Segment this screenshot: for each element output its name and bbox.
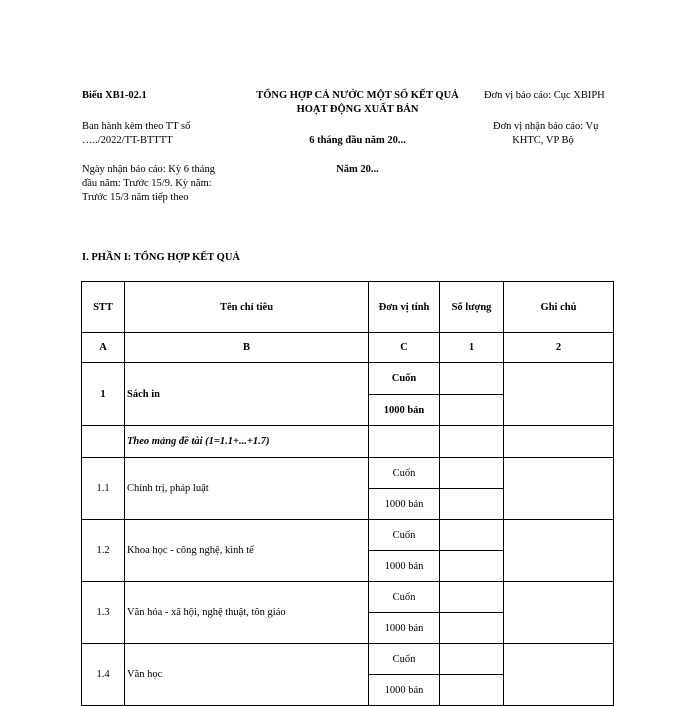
col-header-notes: Ghi chú xyxy=(504,282,614,333)
receipt-deadline-line3: Trước 15/3 năm tiếp theo xyxy=(82,192,189,203)
row-stt: 1.2 xyxy=(82,520,125,582)
report-title-line1: TỔNG HỢP CẢ NƯỚC MỘT SỐ KẾT QUẢ xyxy=(256,90,459,101)
notes-cell[interactable] xyxy=(504,582,614,644)
notes-cell[interactable] xyxy=(504,458,614,520)
receipt-deadline-line2: đầu năm: Trước 15/9. Kỳ năm: xyxy=(82,178,212,189)
issued-by-line2: …../2022/TT-BTTTT xyxy=(82,135,173,146)
notes-cell[interactable] xyxy=(504,520,614,582)
quantity-cell[interactable] xyxy=(440,613,504,644)
table-header-row xyxy=(82,282,614,333)
row-name: Khoa học - công nghệ, kinh tế xyxy=(125,520,369,582)
table-code-row xyxy=(82,333,614,363)
row-name: Sách in xyxy=(125,363,369,426)
row-unit: Cuốn xyxy=(369,520,440,551)
col-code: B xyxy=(125,333,369,363)
col-code: A xyxy=(82,333,125,363)
row-stt: 1 xyxy=(82,363,125,426)
row-unit: 1000 bản xyxy=(369,613,440,644)
reporting-unit: Đơn vị báo cáo: Cục XBIPH xyxy=(484,90,605,101)
quantity-cell[interactable] xyxy=(440,582,504,613)
quantity-cell[interactable] xyxy=(440,520,504,551)
row-unit: 1000 bản xyxy=(369,395,440,426)
row-name: Văn hóa - xã hội, nghệ thuật, tôn giáo xyxy=(125,582,369,644)
form-code: Biểu XB1-02.1 xyxy=(82,90,147,101)
row-unit: Cuốn xyxy=(369,363,440,395)
report-period: 6 tháng đầu năm 20... xyxy=(309,135,406,146)
row-unit: Cuốn xyxy=(369,644,440,675)
row-name: Văn học xyxy=(125,644,369,706)
table-row xyxy=(82,458,614,489)
notes-cell[interactable] xyxy=(504,644,614,706)
col-header-name: Tên chỉ tiêu xyxy=(125,282,369,333)
row-stt xyxy=(82,426,125,458)
col-header-stt: STT xyxy=(82,282,125,333)
results-table xyxy=(81,281,614,706)
row-unit xyxy=(369,426,440,458)
quantity-cell[interactable] xyxy=(440,551,504,582)
issued-by-line1: Ban hành kèm theo TT số xyxy=(82,121,191,132)
table-row xyxy=(82,582,614,613)
quantity-cell[interactable] xyxy=(440,395,504,426)
row-unit: Cuốn xyxy=(369,582,440,613)
quantity-cell[interactable] xyxy=(440,644,504,675)
row-stt: 1.1 xyxy=(82,458,125,520)
section-title: I. PHẦN I: TỔNG HỢP KẾT QUẢ xyxy=(82,252,241,263)
notes-cell[interactable] xyxy=(504,363,614,426)
row-unit: 1000 bản xyxy=(369,551,440,582)
row-stt: 1.3 xyxy=(82,582,125,644)
col-code: 1 xyxy=(440,333,504,363)
table-row xyxy=(82,363,614,395)
row-unit: 1000 bản xyxy=(369,675,440,706)
report-title-line2: HOẠT ĐỘNG XUẤT BẢN xyxy=(296,104,419,115)
row-subheading: Theo mảng đề tài (1=1.1+...+1.7) xyxy=(125,426,369,458)
row-name: Chính trị, pháp luật xyxy=(125,458,369,520)
table-row xyxy=(82,644,614,675)
table-subheading-row xyxy=(82,426,614,458)
quantity-cell[interactable] xyxy=(440,426,504,458)
quantity-cell[interactable] xyxy=(440,489,504,520)
col-code: 2 xyxy=(504,333,614,363)
col-header-unit: Đơn vị tính xyxy=(369,282,440,333)
row-unit: 1000 bản xyxy=(369,489,440,520)
notes-cell[interactable] xyxy=(504,426,614,458)
quantity-cell[interactable] xyxy=(440,675,504,706)
quantity-cell[interactable] xyxy=(440,458,504,489)
row-unit: Cuốn xyxy=(369,458,440,489)
receipt-deadline-line1: Ngày nhận báo cáo: Kỳ 6 tháng xyxy=(82,164,215,175)
col-code: C xyxy=(369,333,440,363)
quantity-cell[interactable] xyxy=(440,363,504,395)
receiving-unit-line2: KHTC, VP Bộ xyxy=(512,135,574,146)
row-stt: 1.4 xyxy=(82,644,125,706)
table-row xyxy=(82,520,614,551)
report-year: Năm 20... xyxy=(336,164,379,175)
col-header-quantity: Số lượng xyxy=(440,282,504,333)
receiving-unit-line1: Đơn vị nhận báo cáo: Vụ xyxy=(493,121,599,132)
